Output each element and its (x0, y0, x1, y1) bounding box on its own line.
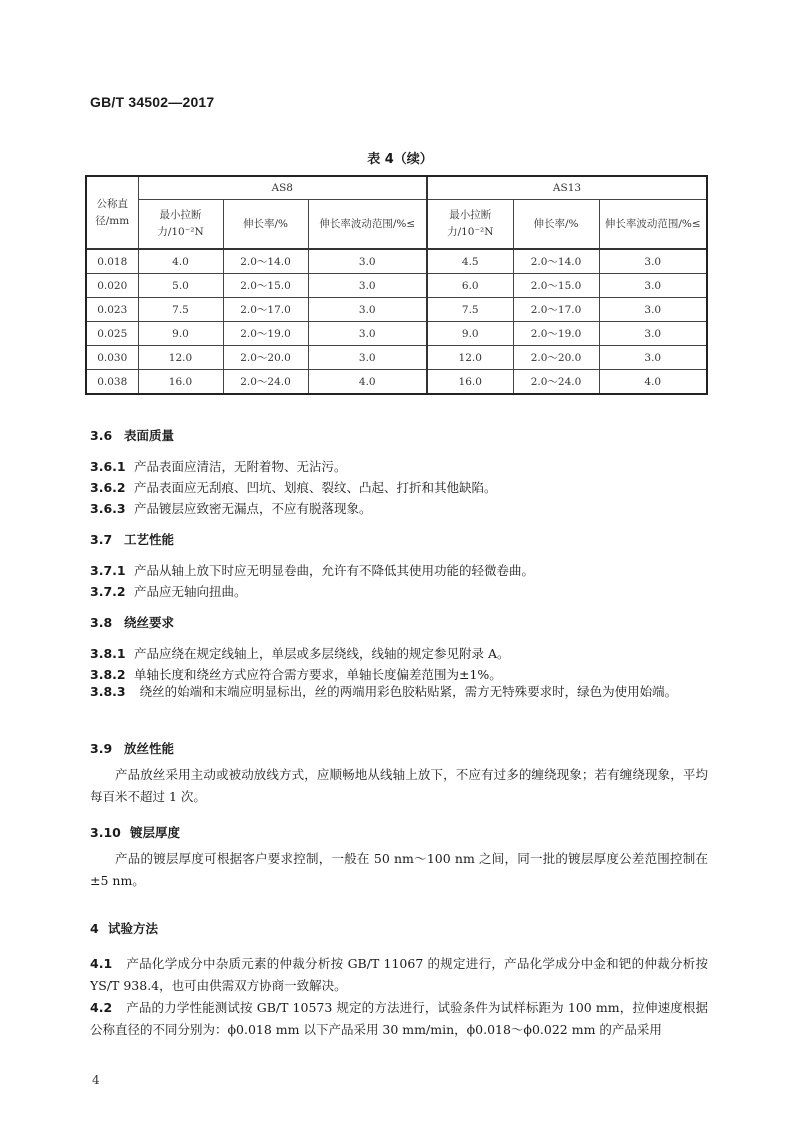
section-number: 3.10 (90, 825, 121, 840)
table-row (86, 322, 707, 346)
clause-text: 产品表面应无刮痕、凹坑、划痕、裂纹、凸起、打折和其他缺陷。 (134, 480, 497, 495)
as13-group-header: AS13 (427, 176, 707, 200)
section-number: 4 (90, 921, 99, 936)
table-cell: 0.020 (86, 274, 138, 298)
clause-text: 产品镀层应致密无漏点，不应有脱落现象。 (134, 501, 372, 516)
table-cell: 3.0 (599, 298, 707, 322)
table-cell: 3.0 (599, 322, 707, 346)
section-title: 表面质量 (124, 428, 175, 443)
clause-number: 3.6.1 (90, 459, 126, 474)
table-cell: 3.0 (308, 346, 427, 370)
clause (90, 561, 534, 579)
table-cell: 4.0 (138, 249, 223, 274)
clause-text: 产品应无轴向扭曲。 (134, 584, 247, 599)
as8-group-header: AS8 (138, 176, 427, 200)
clause (90, 478, 497, 496)
table-cell: 2.0～17.0 (513, 298, 599, 322)
clause (90, 681, 708, 703)
clause-text: 产品表面应清洁，无附着物、无沾污。 (134, 459, 347, 474)
table-cell: 2.0～19.0 (513, 322, 599, 346)
paragraph: 产品的镀层厚度可根据客户要求控制，一般在 50 nm～100 nm 之间，同一批的镀层厚度公差范围控制在±5 nm。 (90, 851, 708, 888)
table-cell: 3.0 (308, 249, 427, 274)
table-cell: 7.5 (427, 298, 513, 322)
page-number: 4 (92, 1073, 100, 1087)
as8-elongation-header: 伸长率/% (223, 200, 308, 250)
table-cell: 3.0 (308, 274, 427, 298)
section-number: 3.9 (90, 741, 113, 756)
table-cell: 2.0～20.0 (513, 346, 599, 370)
section-title: 工艺性能 (124, 532, 175, 547)
clause-text: 产品从轴上放下时应无明显卷曲，允许有不降低其使用功能的轻微卷曲。 (134, 563, 535, 578)
clause (90, 499, 372, 517)
section-number: 3.7 (90, 532, 113, 547)
section-heading (90, 426, 174, 444)
section-number: 3.8 (90, 615, 113, 630)
as13-range-header: 伸长率波动范围/%≤ (599, 200, 707, 250)
section-number: 3.6 (90, 428, 113, 443)
table-cell: 3.0 (308, 298, 427, 322)
section-heading (90, 919, 158, 937)
clause-number: 3.7.1 (90, 563, 126, 578)
as8-range-header: 伸长率波动范围/%≤ (308, 200, 427, 250)
table-cell: 5.0 (138, 274, 223, 298)
table-cell: 2.0～19.0 (223, 322, 308, 346)
clause-text: 产品化学成分中杂质元素的仲裁分析按 GB/T 11067 的规定进行，产品化学成分中金和钯的仲裁分析按 YS/T 938.4，也可由供需双方协商一致解决。 (90, 956, 708, 993)
table-title: 表 4（续） (367, 152, 433, 167)
table-cell: 2.0～17.0 (223, 298, 308, 322)
table-cell: 0.030 (86, 346, 138, 370)
table-cell: 3.0 (308, 322, 427, 346)
clause-number: 3.8.3 (90, 684, 126, 699)
properties-table (85, 175, 708, 395)
clause (90, 997, 708, 1041)
table-cell: 0.025 (86, 322, 138, 346)
section-title: 镀层厚度 (130, 825, 181, 840)
table-cell: 2.0～15.0 (223, 274, 308, 298)
section-heading (90, 739, 174, 757)
table-cell: 7.5 (138, 298, 223, 322)
table-cell: 2.0～24.0 (223, 370, 308, 395)
section-title: 放丝性能 (124, 741, 175, 756)
table-cell: 2.0～15.0 (513, 274, 599, 298)
section-title: 试验方法 (108, 921, 159, 936)
section-heading (90, 530, 174, 548)
table-cell: 3.0 (599, 249, 707, 274)
table-cell: 9.0 (427, 322, 513, 346)
clause-text: 单轴长度和绕丝方式应符合需方要求，单轴长度偏差范围为±1%。 (134, 667, 502, 682)
table-cell: 2.0～14.0 (513, 249, 599, 274)
table-cell: 4.5 (427, 249, 513, 274)
as13-elongation-header: 伸长率/% (513, 200, 599, 250)
table-cell: 0.038 (86, 370, 138, 395)
table-cell: 12.0 (138, 346, 223, 370)
clause-number: 3.6.3 (90, 501, 126, 516)
clause (90, 582, 247, 600)
clause-number: 4.2 (90, 1000, 113, 1015)
table-cell: 4.0 (599, 370, 707, 395)
clause-number: 3.6.2 (90, 480, 126, 495)
table-cell: 2.0～20.0 (223, 346, 308, 370)
standard-code: GB/T 34502—2017 (90, 94, 215, 110)
clause-text: 绕丝的始端和末端应明显标出，丝的两端用彩色胶粘贴紧，需方无特殊要求时，绿色为使用始端。 (139, 684, 678, 699)
clause (90, 953, 708, 997)
section-heading (90, 823, 180, 841)
table-row (86, 346, 707, 370)
table-cell: 0.018 (86, 249, 138, 274)
clause-text: 产品的力学性能测试按 GB/T 10573 规定的方法进行，试验条件为试样标距为 100 mm，拉伸速度根据公称直径的不同分别为：ϕ0.018 mm 以下产品采用 30 mm/min，ϕ0.018～ϕ0.022 mm 的产品采用 (90, 1000, 708, 1037)
table-cell: 3.0 (599, 346, 707, 370)
table-cell: 16.0 (427, 370, 513, 395)
paragraph: 产品放丝采用主动或被动放线方式，应顺畅地从线轴上放下，不应有过多的缠绕现象；若有缠绕现象，平均每百米不超过 1 次。 (90, 767, 708, 804)
table-cell: 3.0 (599, 274, 707, 298)
clause-number: 3.8.2 (90, 667, 126, 682)
table-row (86, 249, 707, 274)
as13-min-break-header: 最小拉断力/10⁻²N (427, 200, 513, 250)
clause-number: 3.8.1 (90, 646, 126, 661)
table-row (86, 274, 707, 298)
clause-number: 3.7.2 (90, 584, 126, 599)
table-row (86, 370, 707, 395)
table-cell: 6.0 (427, 274, 513, 298)
table-cell: 9.0 (138, 322, 223, 346)
clause (90, 457, 347, 475)
table-row (86, 298, 707, 322)
clause-text: 产品应绕在规定线轴上，单层或多层绕线，线轴的规定参见附录 A。 (134, 646, 510, 661)
clause-number: 4.1 (90, 956, 113, 971)
table-cell: 0.023 (86, 298, 138, 322)
table-cell: 4.0 (308, 370, 427, 395)
table-cell: 12.0 (427, 346, 513, 370)
section-heading (90, 613, 174, 631)
table-cell: 2.0～14.0 (223, 249, 308, 274)
table-cell: 16.0 (138, 370, 223, 395)
diameter-header: 公称直径/mm (86, 176, 138, 249)
clause (90, 644, 510, 662)
section-title: 绕丝要求 (124, 615, 175, 630)
table-cell: 2.0～24.0 (513, 370, 599, 395)
as8-min-break-header: 最小拉断力/10⁻²N (138, 200, 223, 250)
